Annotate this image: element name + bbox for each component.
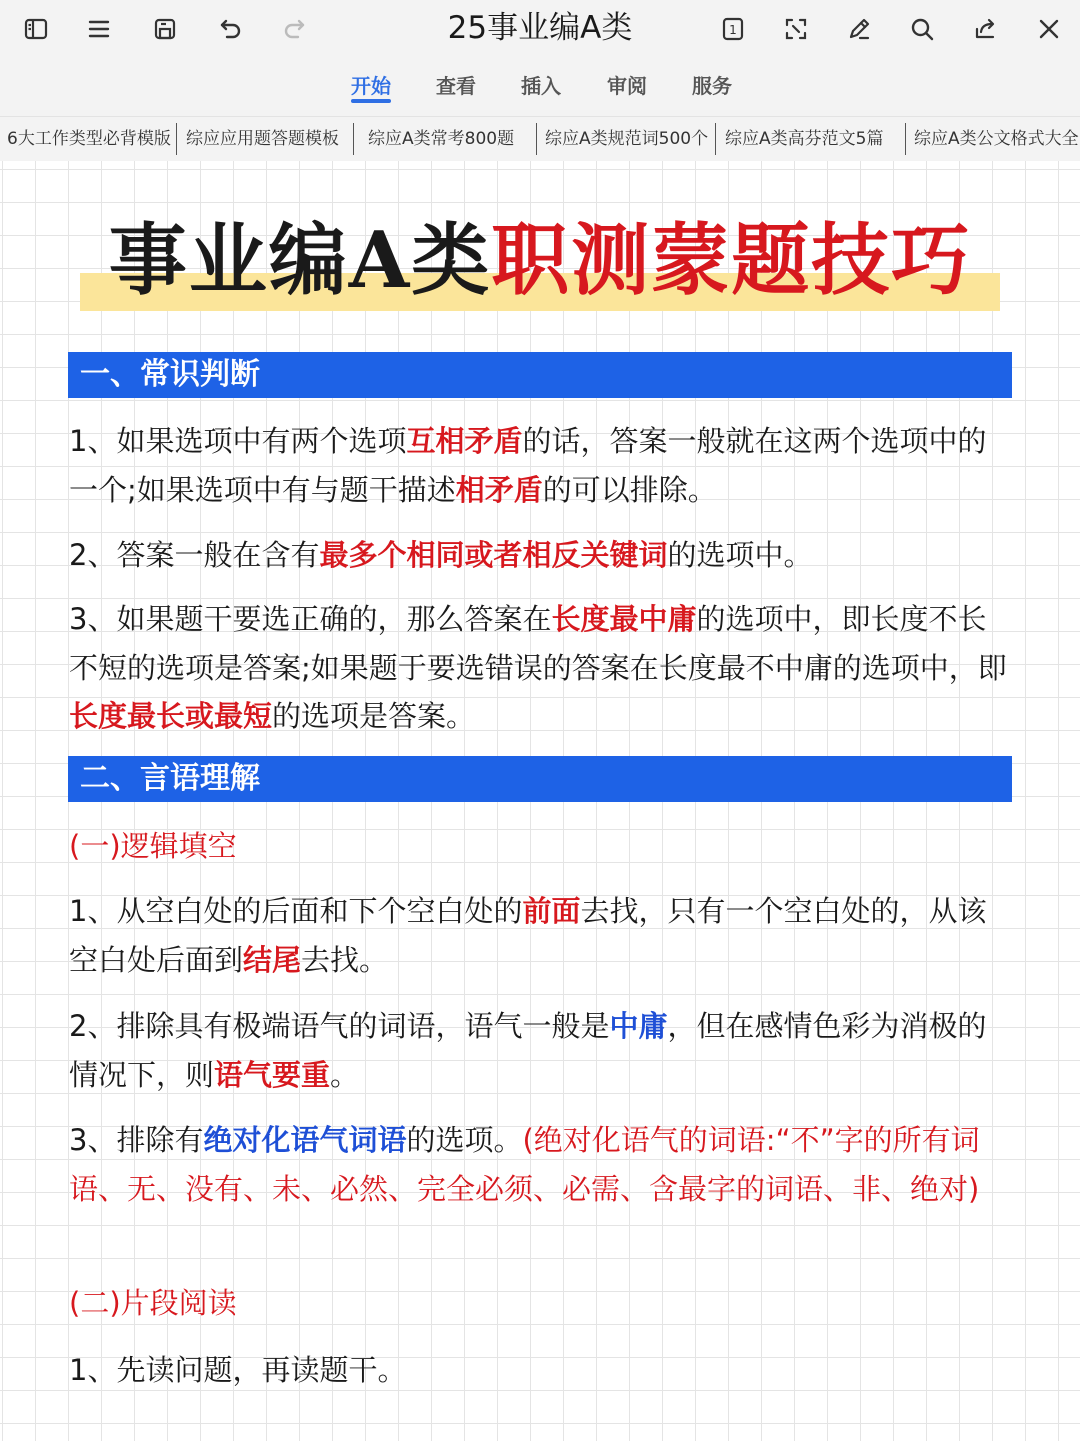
- text: 去找。: [301, 942, 389, 977]
- document-page: [0, 161, 1080, 1441]
- tab-start[interactable]: 开始: [351, 74, 391, 98]
- text: 2、排除具有极端语气的词语，语气一般是: [69, 1009, 610, 1043]
- headline-red: 职测蒙题技巧: [491, 215, 972, 306]
- paragraph: [69, 887, 1009, 984]
- section-header: [68, 352, 1012, 398]
- text: ，但在感情色彩为消极的情况下，则: [69, 1009, 987, 1092]
- keyword-red: 互相矛盾: [406, 424, 523, 458]
- text: 的选项是答案。: [272, 699, 476, 733]
- bookmark-divider: [715, 123, 716, 155]
- fullscreen-icon[interactable]: [778, 11, 814, 47]
- paragraph: [69, 1002, 1009, 1099]
- paragraph: [69, 595, 1009, 741]
- text: 的选项。: [406, 1123, 523, 1157]
- bookmark-divider: [353, 123, 354, 155]
- keyword-red: 前面: [522, 894, 581, 928]
- save-icon[interactable]: [147, 11, 183, 47]
- text: 2、答案一般在含有: [69, 538, 320, 572]
- tab-insert[interactable]: 插入: [521, 74, 561, 98]
- paragraph: 1、先读问题，再读题干。: [69, 1353, 407, 1387]
- keyword-red: 语气要重: [214, 1057, 331, 1092]
- text: 的选项中。: [667, 538, 813, 572]
- text: 。: [330, 1057, 360, 1092]
- share-icon[interactable]: [968, 11, 1004, 47]
- undo-icon[interactable]: [213, 11, 249, 47]
- text: 的话，答案一般就在这两个选项中的一个;如果选项中有与题干描述: [69, 424, 987, 507]
- subheading: (一)逻辑填空: [69, 829, 237, 863]
- top-toolbar: [0, 0, 1080, 58]
- keyword-red: 长度最中庸: [551, 602, 697, 636]
- keyword-blue: 绝对化语气词语: [203, 1123, 407, 1157]
- tab-view[interactable]: 查看: [436, 74, 476, 98]
- headline-text: [80, 211, 1000, 311]
- redo-icon[interactable]: [276, 11, 312, 47]
- page-count-icon[interactable]: [715, 11, 751, 47]
- section-title: 一、常识判断: [80, 357, 260, 392]
- bookmark-item[interactable]: 综应应用题答题模板: [186, 129, 339, 149]
- text: 的选项中，即长度不长不短的选项是答案;如果题于要选错误的答案在长度最不中庸的选项中，即: [69, 602, 1007, 685]
- bookmark-strip: [0, 116, 1080, 162]
- headline-black: 事业编A类: [108, 215, 492, 306]
- pen-icon[interactable]: [841, 11, 877, 47]
- close-icon[interactable]: [1031, 11, 1067, 47]
- note-red: (绝对化语气的词语:“不”字的所有词语、无、没有、未、必然、完全必须、必需、含最字的词语、非、绝对): [69, 1123, 980, 1206]
- keyword-red: 最多个相同或者相反关键词: [319, 538, 668, 572]
- bookmark-divider: [176, 123, 177, 155]
- tab-service[interactable]: 服务: [692, 74, 732, 98]
- bookmark-item[interactable]: 综应A类公文格式大全: [914, 129, 1079, 149]
- keyword-blue: 中庸: [609, 1009, 668, 1043]
- headline: [80, 211, 1000, 321]
- text: 3、排除有: [69, 1123, 204, 1157]
- paragraph: [69, 417, 1009, 514]
- paragraph: [69, 531, 1009, 580]
- bookmark-item[interactable]: 综应A类常考800题: [368, 129, 515, 149]
- bookmark-item[interactable]: 综应A类高芬范文5篇: [725, 129, 884, 149]
- keyword-red: 相矛盾: [455, 472, 543, 507]
- bookmark-divider: [536, 123, 537, 155]
- bookmark-item[interactable]: 6大工作类型必背模版: [7, 129, 171, 149]
- keyword-red: 结尾: [243, 942, 302, 977]
- page-count-text: 1: [729, 23, 737, 37]
- keyword-red: 长度最长或最短: [69, 699, 273, 733]
- document-title: 25事业编A类: [447, 10, 633, 46]
- bookmark-divider: [905, 123, 906, 155]
- subheading: (二)片段阅读: [69, 1286, 237, 1320]
- bookmark-item[interactable]: 综应A类规范词500个: [545, 129, 709, 149]
- text: 3、如果题干要选正确的，那么答案在: [69, 602, 552, 636]
- sidebar-icon[interactable]: [18, 11, 54, 47]
- search-icon[interactable]: [904, 11, 940, 47]
- menu-icon[interactable]: [81, 11, 117, 47]
- text: 的可以排除。: [542, 472, 717, 507]
- paragraph: [69, 1116, 1009, 1213]
- menu-bar: [0, 58, 1080, 116]
- text: 去找，只有一个空白处的，从该空白处后面到: [69, 894, 987, 977]
- section-header: [68, 756, 1012, 802]
- text: 1、从空白处的后面和下个空白处的: [69, 894, 523, 928]
- tab-review[interactable]: 审阅: [607, 74, 647, 98]
- text: 1、如果选项中有两个选项: [69, 424, 407, 458]
- active-tab-indicator: [351, 99, 391, 103]
- section-title: 二、言语理解: [80, 761, 260, 796]
